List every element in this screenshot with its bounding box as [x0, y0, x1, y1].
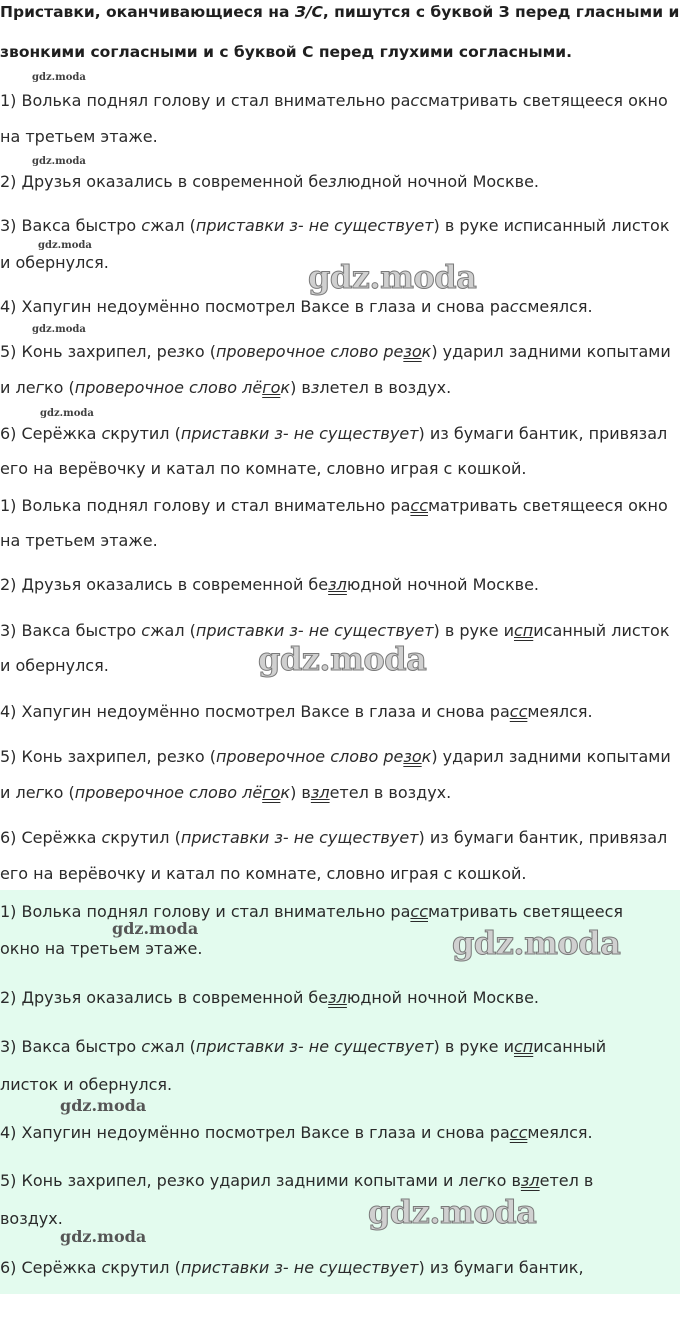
watermark-small: gdz.moda — [60, 1096, 147, 1115]
b1-sentence-5-cont: и легко (проверочное слово лёгок) взлетел в воздух. — [0, 378, 452, 397]
b1-sentence-3-cont: и обернулся. — [0, 253, 109, 272]
b1-sentence-5: 5) Конь захрипел, резко (проверочное слово резок) ударил задними копытами — [0, 342, 671, 361]
watermark-small: gdz.moda — [32, 324, 86, 335]
b3-sentence-6: 6) Серёжка скрутил (приставки з- не существует) из бумаги бантик, — [0, 1258, 584, 1277]
watermark-small: gdz.moda — [60, 1227, 147, 1246]
b1-sentence-2: 2) Друзья оказались в современной безлюдной ночной Москве. — [0, 172, 539, 191]
b2-sentence-3: 3) Вакса быстро сжал (приставки з- не существует) в руке исписанный листок — [0, 621, 670, 640]
b2-sentence-1: 1) Волька поднял голову и стал внимательно рассматривать светящееся окно — [0, 496, 668, 515]
b3-sentence-4: 4) Хапугин недоумённо посмотрел Ваксе в глаза и снова рассмеялся. — [0, 1123, 593, 1142]
watermark-small: gdz.moda — [40, 408, 94, 419]
b2-sentence-3-cont: и обернулся. — [0, 656, 109, 675]
watermark-logo: gdz.moda — [258, 640, 427, 678]
watermark-small: gdz.moda — [38, 240, 92, 251]
b3-sentence-3-cont: листок и обернулся. — [0, 1075, 173, 1094]
watermark-small: gdz.moda — [32, 156, 86, 167]
b3-sentence-5-cont: воздух. — [0, 1209, 63, 1228]
b2-sentence-2: 2) Друзья оказались в современной безлюдной ночной Москве. — [0, 575, 539, 594]
b2-sentence-6: 6) Серёжка скрутил (приставки з- не существует) из бумаги бантик, привязал — [0, 828, 668, 847]
b1-sentence-3: 3) Вакса быстро сжал (приставки з- не существует) в руке исписанный листок — [0, 216, 670, 235]
b1-sentence-6-cont: его на верёвочку и катал по комнате, словно играя с кошкой. — [0, 459, 527, 478]
watermark-small: gdz.moda — [112, 919, 199, 938]
rule-line-2: звонкими согласными и с буквой С перед глухими согласными. — [0, 43, 573, 61]
b2-sentence-5-cont: и легко (проверочное слово лёгок) взлетел в воздух. — [0, 783, 452, 802]
b2-sentence-5: 5) Конь захрипел, резко (проверочное слово резок) ударил задними копытами — [0, 747, 671, 766]
final-answer-panel — [0, 890, 680, 1294]
b3-sentence-3: 3) Вакса быстро сжал (приставки з- не существует) в руке исписанный — [0, 1037, 607, 1056]
watermark-logo: gdz.moda — [308, 258, 477, 296]
watermark-small: gdz.moda — [32, 72, 86, 83]
b3-sentence-2: 2) Друзья оказались в современной безлюдной ночной Москве. — [0, 988, 539, 1007]
watermark-logo: gdz.moda — [368, 1193, 537, 1231]
b1-sentence-1-cont: на третьем этаже. — [0, 127, 158, 146]
b3-sentence-1-cont: окно на третьем этаже. — [0, 939, 203, 958]
b3-sentence-5: 5) Конь захрипел, резко ударил задними копытами и легко взлетел в — [0, 1171, 594, 1190]
b2-sentence-6-cont: его на верёвочку и катал по комнате, словно играя с кошкой. — [0, 864, 527, 883]
b2-sentence-1-cont: на третьем этаже. — [0, 531, 158, 550]
b3-sentence-1: 1) Волька поднял голову и стал внимательно рассматривать светящееся — [0, 902, 623, 921]
b2-sentence-4: 4) Хапугин недоумённо посмотрел Ваксе в глаза и снова рассмеялся. — [0, 702, 593, 721]
watermark-logo: gdz.moda — [452, 924, 621, 962]
b1-sentence-6: 6) Серёжка скрутил (приставки з- не существует) из бумаги бантик, привязал — [0, 424, 668, 443]
b1-sentence-4: 4) Хапугин недоумённо посмотрел Ваксе в глаза и снова рассмеялся. — [0, 297, 593, 316]
b1-sentence-1: 1) Волька поднял голову и стал внимательно рассматривать светящееся окно — [0, 91, 668, 110]
rule-text: Приставки, оканчивающиеся на З/С, пишутся с буквой З перед гласными и звонкими согласными и с буквой С перед глухими согласными. — [0, 3, 680, 61]
